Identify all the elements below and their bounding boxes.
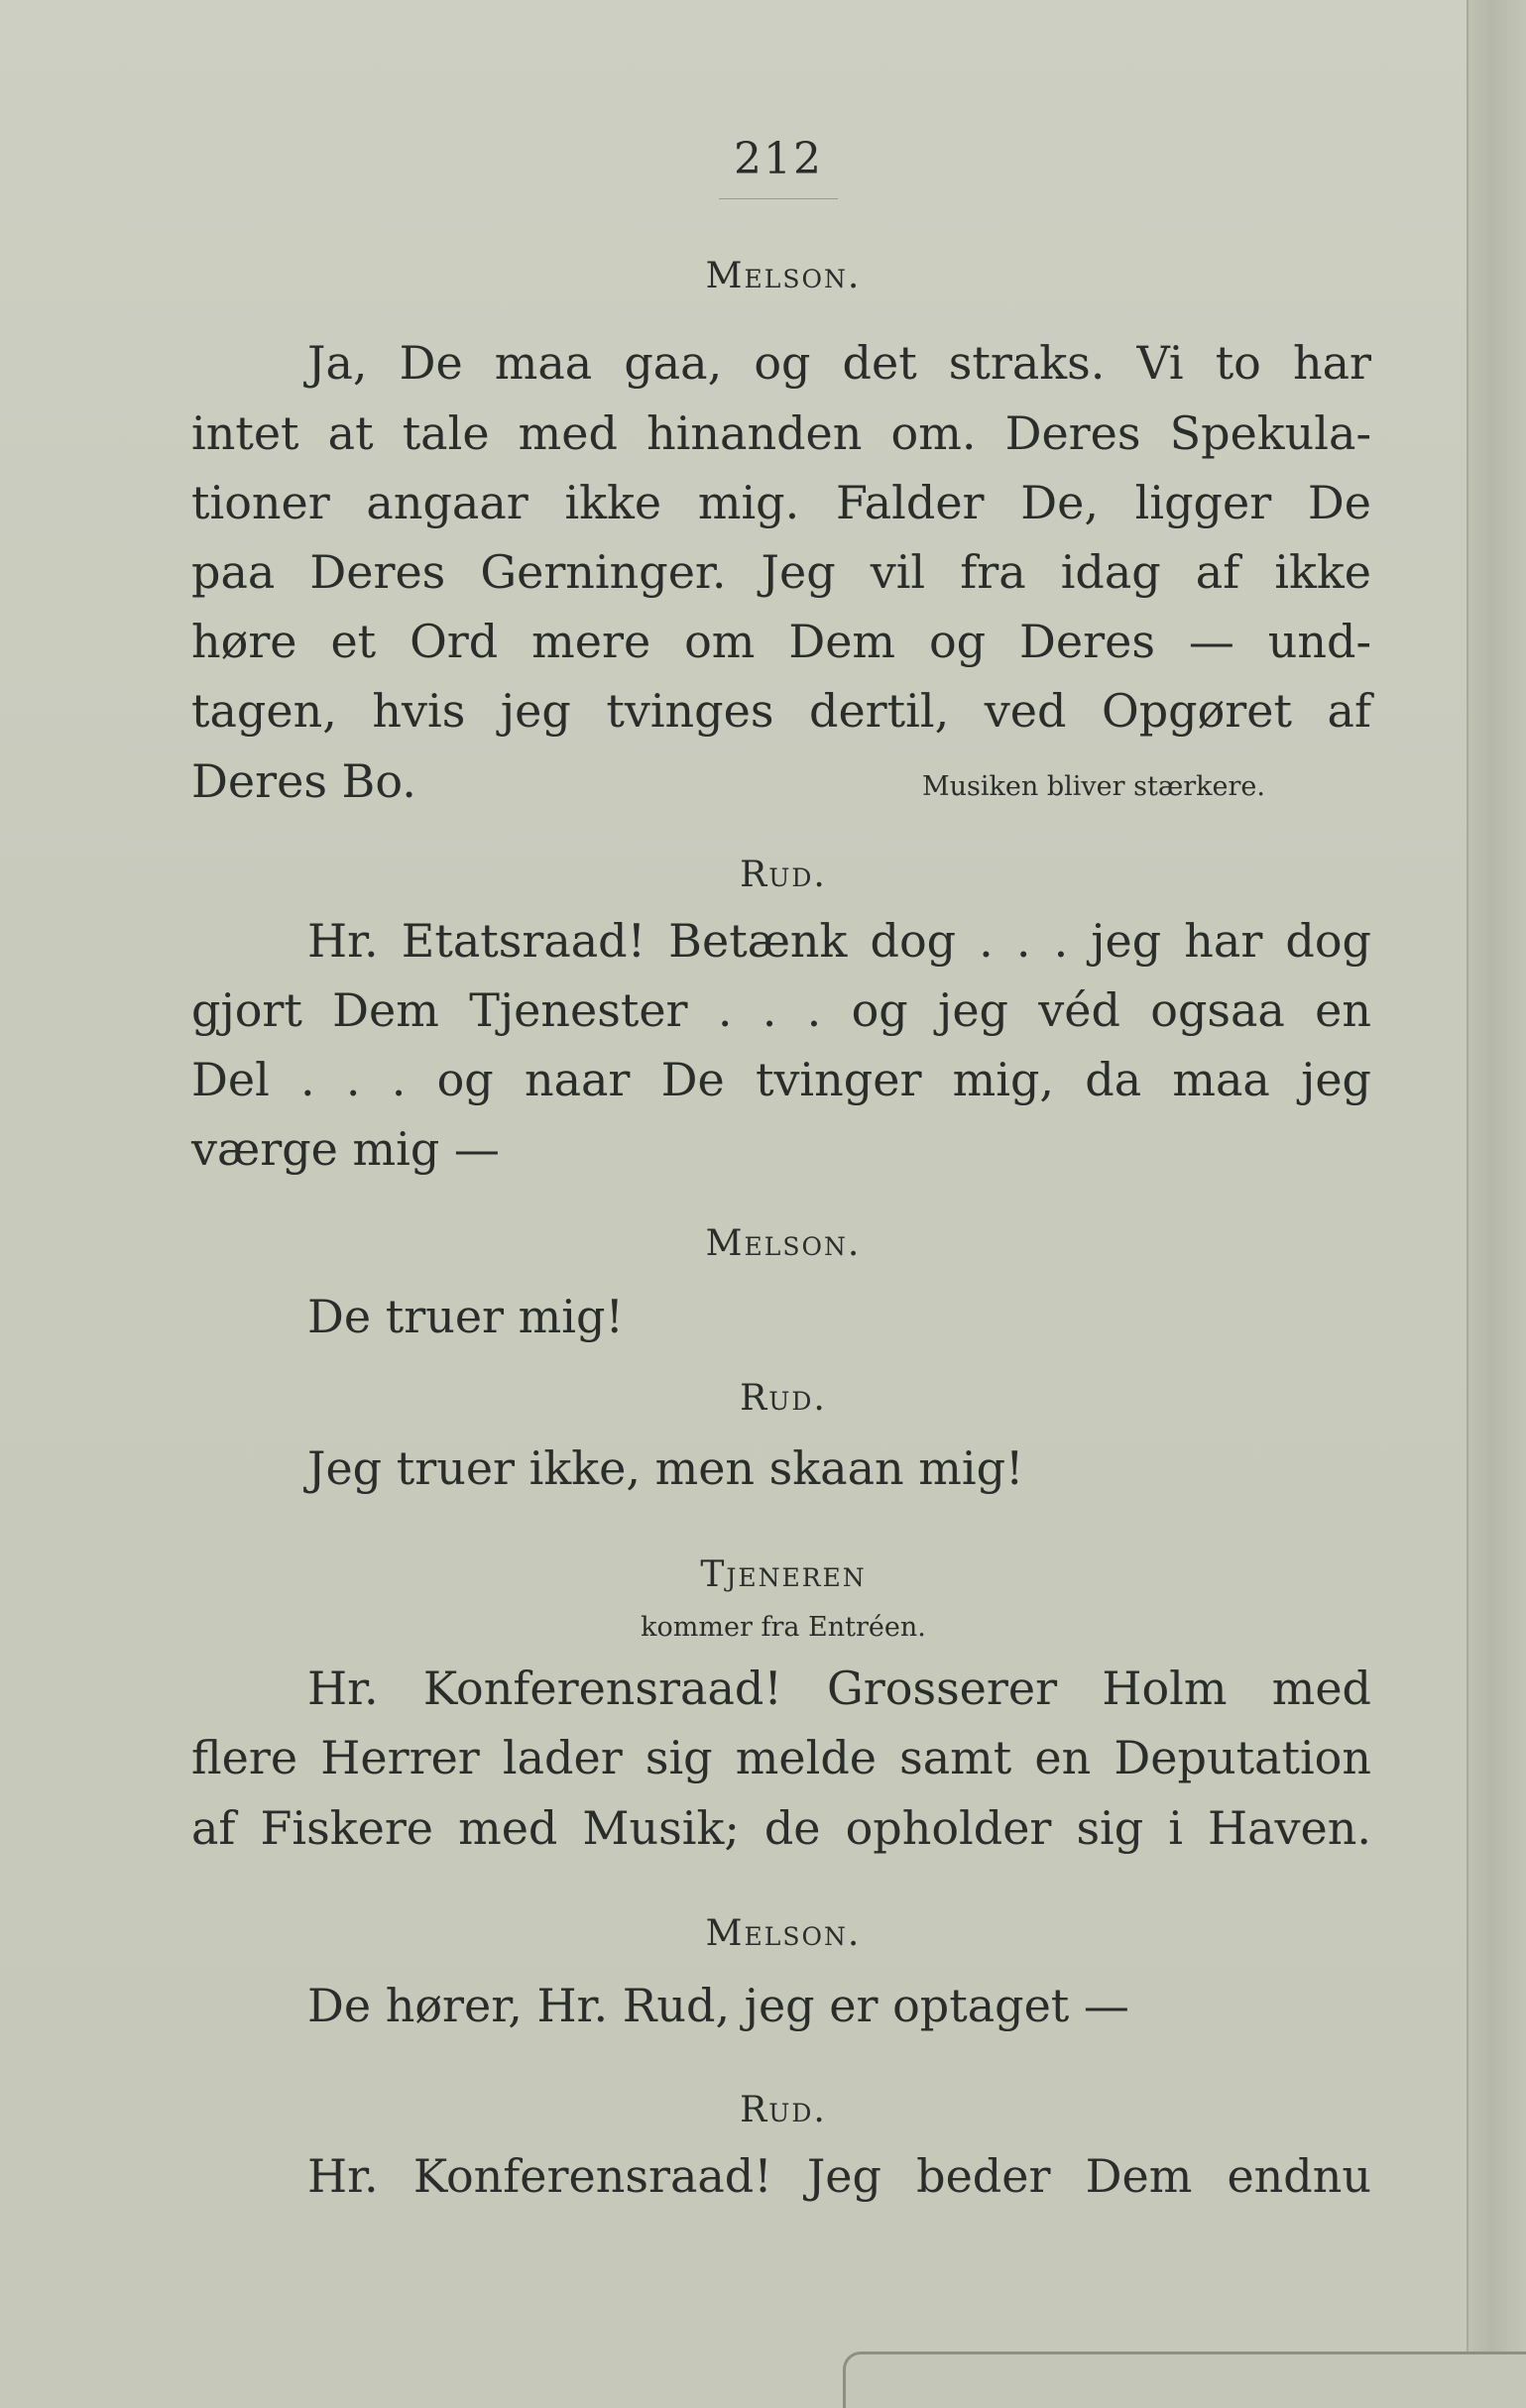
text-line: Hr. Konferensraad! Grosserer Holm med: [307, 1662, 1371, 1715]
stage-direction: Musiken bliver stærkere.: [922, 771, 1265, 802]
text-line: flere Herrer lader sig melde samt en Deputation: [191, 1731, 1371, 1784]
text-line: Del . . . og naar De tvinger mig, da maa jeg: [191, 1053, 1371, 1106]
speaker-name: Rud.: [740, 1378, 827, 1419]
text-line: tioner angaar ikke mig. Falder De, ligger De: [191, 476, 1371, 529]
text-line: intet at tale med hinanden om. Deres Spekula-: [191, 406, 1371, 460]
text-line: høre et Ord mere om Dem og Deres — und-: [191, 615, 1371, 668]
text-line: Jeg truer ikke, men skaan mig!: [307, 1441, 1024, 1495]
speaker-name: Melson.: [705, 1223, 862, 1264]
text-line: De truer mig!: [307, 1290, 624, 1343]
speaker-name: Rud.: [740, 2090, 827, 2130]
text-line: Ja, De maa gaa, og det straks. Vi to har: [307, 336, 1371, 390]
speaker-name: Tjeneren: [700, 1554, 867, 1595]
speaker-name: Rud.: [740, 855, 827, 895]
text-line: De hører, Hr. Rud, jeg er optaget —: [307, 1979, 1129, 2032]
text-line: af Fiskere med Musik; de opholder sig i Haven.: [191, 1801, 1371, 1855]
text-line: tagen, hvis jeg tvinges dertil, ved Opgøret af: [191, 684, 1371, 738]
text-line: Hr. Etatsraad! Betænk dog . . . jeg har dog: [307, 914, 1371, 968]
text-line: Hr. Konferensraad! Jeg beder Dem endnu: [307, 2149, 1371, 2203]
page-number: 212: [719, 134, 838, 199]
text-line: Deres Bo.: [191, 754, 416, 808]
page-edge-bottom: [843, 2351, 1526, 2408]
text-line: gjort Dem Tjenester . . . og jeg véd ogsaa en: [191, 983, 1371, 1037]
stage-direction: kommer fra Entréen.: [641, 1612, 926, 1643]
text-line: paa Deres Gerninger. Jeg vil fra idag af ikke: [191, 545, 1371, 599]
text-line: værge mig —: [191, 1122, 500, 1176]
speaker-name: Melson.: [705, 1913, 862, 1954]
page-edge-right: [1467, 0, 1526, 2408]
speaker-name: Melson.: [705, 256, 862, 296]
